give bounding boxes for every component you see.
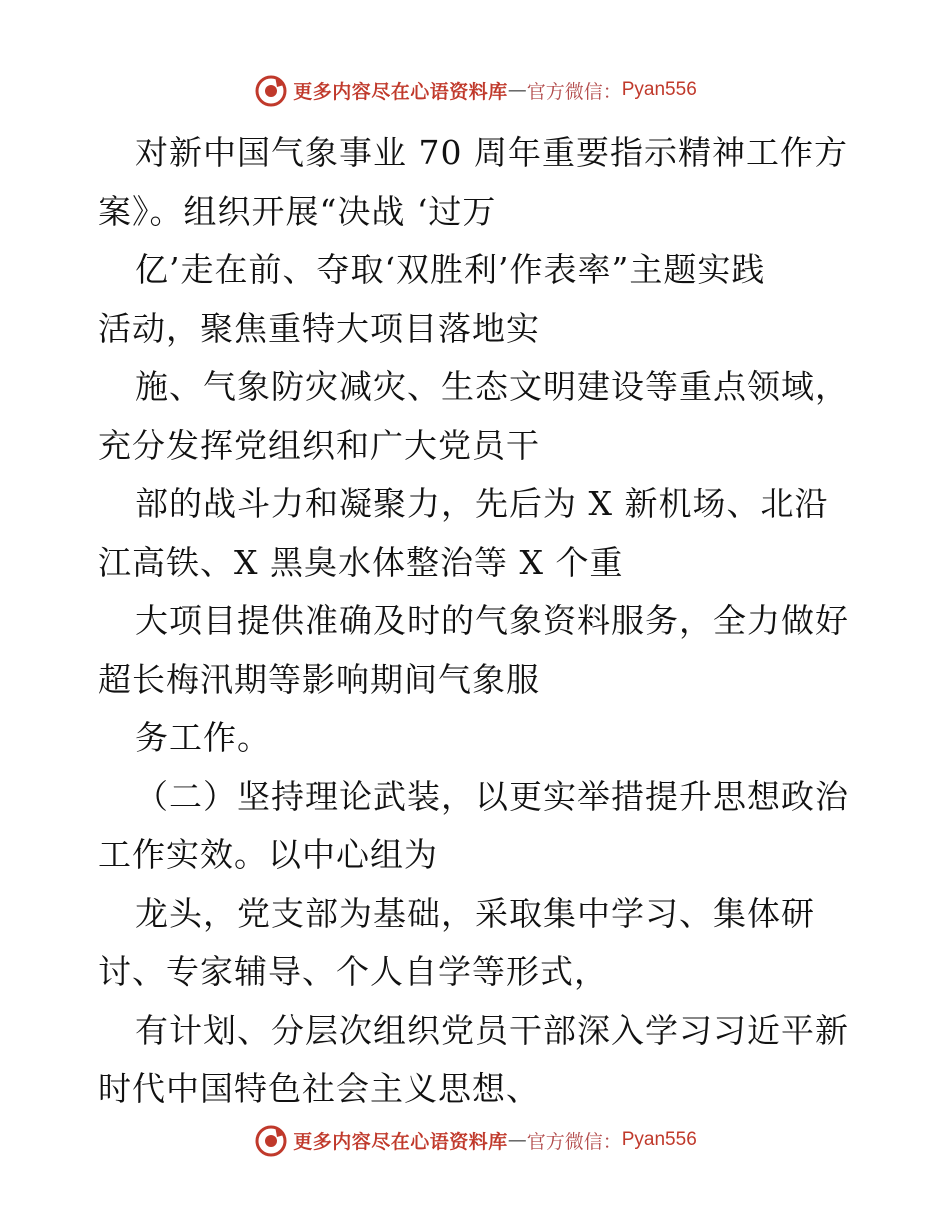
footer-banner [0,1120,950,1160]
text-line: 工作实效。以中心组为 [98,835,438,874]
document-body [98,124,858,1119]
logo-icon [253,72,289,108]
banner-site-text: 更多内容尽在心语资料库 [293,1130,508,1153]
text-line: 部的战斗力和凝聚力，先后为 X 新机场、北沿 [135,484,829,523]
text-line: 充分发挥党组织和广大党员干 [98,425,540,465]
text-line: 对新中国气象事业 70 周年重要指示精神工作方 [135,133,848,172]
banner-site-text: 更多内容尽在心语资料库 [293,80,508,103]
banner-handle: Pyan556 [621,1129,697,1150]
banner-label: 官方微信： [526,1130,622,1153]
banner-separator: — [507,79,527,101]
text-line: 讨、专家辅导、个人自学等形式， [98,952,608,991]
banner-label: 官方微信： [526,80,622,103]
text-line: （二）坚持理论武装，以更实举措提升思想政治 [135,776,849,816]
text-line: 时代中国特色社会主义思想、 [98,1069,540,1108]
text-line: 施、气象防灾减灾、生态文明建设等重点领域， [135,367,849,406]
header-banner [0,70,950,110]
text-line: 有计划、分层次组织党员干部深入学习习近平新 [135,1010,849,1050]
logo-icon [253,1122,289,1158]
text-line: 务工作。 [135,718,271,757]
text-line: 龙头，党支部为基础，采取集中学习、集体研 [135,893,815,933]
text-line: 亿’走在前、夺取‘双胜利’作表率”主题实践 [135,250,766,289]
text-line: 活动，聚焦重特大项目落地实 [98,308,540,348]
text-line: 大项目提供准确及时的气象资料服务，全力做好 [135,601,849,640]
text-line: 江高铁、X 黑臭水体整治等 X 个重 [98,542,624,582]
banner-handle: Pyan556 [621,79,697,100]
text-line: 案》。组织开展“决战 ‘过万 [98,191,497,231]
text-line: 超长梅汛期等影响期间气象服 [98,659,540,699]
banner-separator: — [507,1129,527,1151]
